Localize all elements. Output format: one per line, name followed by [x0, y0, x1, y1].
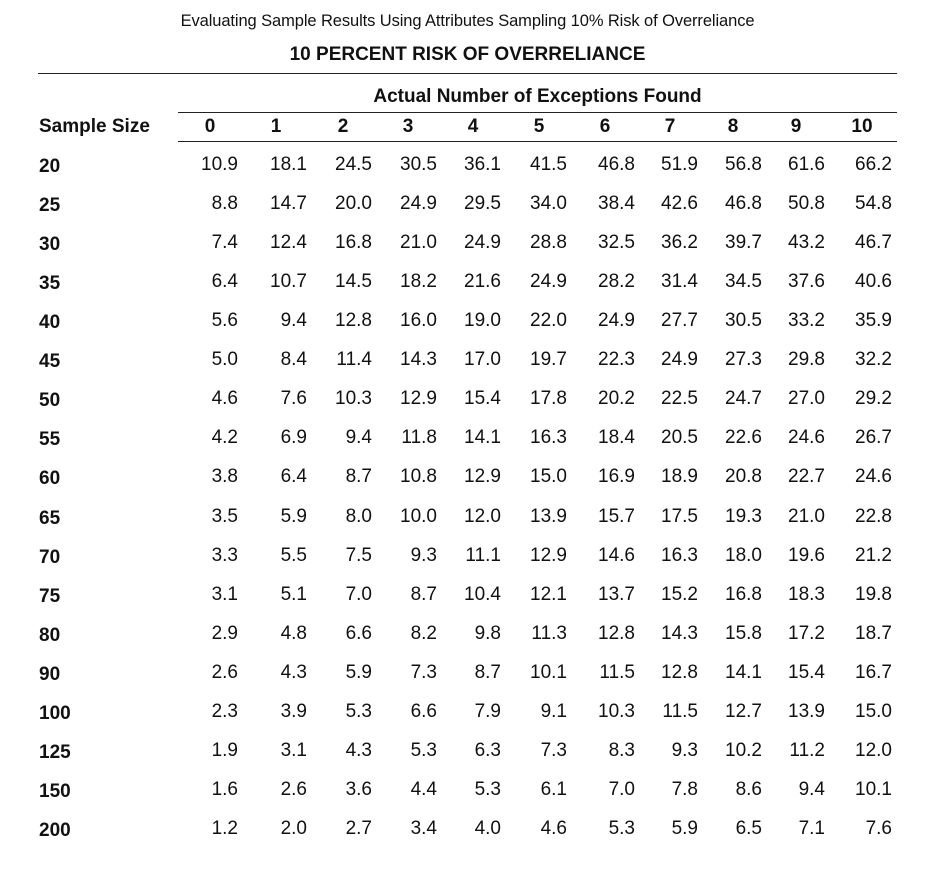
table-cell: 7.0 [608, 779, 635, 800]
table-cell: 2.9 [211, 623, 238, 644]
table-cell: 3.4 [410, 818, 437, 839]
table-cell: 22.8 [855, 506, 892, 527]
table-cell: 19.0 [464, 310, 501, 331]
table-cell: 19.8 [855, 584, 892, 605]
table-cell: 7.0 [345, 584, 372, 605]
table-cell: 16.0 [400, 310, 437, 331]
table-cell: 3.6 [345, 779, 372, 800]
table-cell: 21.6 [464, 271, 501, 292]
table-cell: 8.7 [474, 662, 501, 683]
table-cell: 4.6 [211, 388, 238, 409]
sample-size-90: 90 [39, 664, 61, 685]
table-cell: 14.5 [335, 271, 372, 292]
sample-size-35: 35 [39, 273, 61, 294]
table-cell: 24.5 [335, 154, 372, 175]
sample-size-125: 125 [39, 742, 71, 763]
table-cell: 22.5 [661, 388, 698, 409]
table-cell: 8.7 [410, 584, 437, 605]
table-cell: 17.2 [788, 623, 825, 644]
table-cell: 10.3 [598, 701, 635, 722]
table-cell: 46.8 [598, 154, 635, 175]
table-cell: 11.5 [599, 662, 635, 683]
table-cell: 6.6 [410, 701, 437, 722]
table-cell: 6.9 [280, 427, 307, 448]
table-cell: 24.7 [725, 388, 762, 409]
table-cell: 56.8 [725, 154, 762, 175]
exceptions-group-header: Actual Number of Exceptions Found [373, 86, 702, 107]
table-cell: 10.0 [400, 506, 437, 527]
table-cell: 3.1 [211, 584, 238, 605]
table-cell: 12.1 [530, 584, 567, 605]
sample-size-75: 75 [39, 586, 61, 607]
table-cell: 18.0 [725, 545, 762, 566]
table-cell: 10.8 [400, 466, 437, 487]
top-rule [38, 73, 897, 74]
sample-size-40: 40 [39, 312, 61, 333]
table-cell: 66.2 [855, 154, 892, 175]
table-cell: 7.4 [211, 232, 238, 253]
table-cell: 5.9 [671, 818, 698, 839]
table-cell: 2.7 [345, 818, 372, 839]
table-cell: 5.0 [211, 349, 238, 370]
table-cell: 12.9 [530, 545, 567, 566]
table-cell: 28.8 [530, 232, 567, 253]
table-cell: 10.7 [270, 271, 307, 292]
table-cell: 40.6 [855, 271, 892, 292]
table-cell: 18.1 [270, 154, 307, 175]
table-cell: 6.4 [280, 466, 307, 487]
table-cell: 2.6 [280, 779, 307, 800]
table-cell: 2.6 [211, 662, 238, 683]
table-cell: 14.7 [270, 193, 307, 214]
table-cell: 10.9 [201, 154, 238, 175]
table-cell: 61.6 [788, 154, 825, 175]
table-cell: 32.5 [598, 232, 635, 253]
table-cell: 13.9 [788, 701, 825, 722]
sample-size-header: Sample Size [39, 116, 150, 137]
table-cell: 5.3 [345, 701, 372, 722]
table-cell: 12.8 [598, 623, 635, 644]
table-cell: 19.6 [788, 545, 825, 566]
table-cell: 7.6 [865, 818, 892, 839]
table-cell: 5.3 [608, 818, 635, 839]
column-header-1: 1 [270, 116, 282, 137]
table-cell: 5.5 [280, 545, 307, 566]
table-cell: 29.5 [464, 193, 501, 214]
sample-size-20: 20 [39, 156, 61, 177]
table-cell: 34.5 [725, 271, 762, 292]
table-cell: 1.9 [211, 740, 238, 761]
table-cell: 7.6 [280, 388, 307, 409]
table-cell: 5.3 [410, 740, 437, 761]
table-cell: 1.6 [211, 779, 238, 800]
group-header-rule [178, 112, 897, 113]
table-cell: 4.3 [280, 662, 307, 683]
table-cell: 16.8 [335, 232, 372, 253]
table-cell: 39.7 [725, 232, 762, 253]
table-cell: 27.0 [788, 388, 825, 409]
table-cell: 3.1 [280, 740, 307, 761]
table-cell: 11.3 [531, 623, 567, 644]
column-header-5: 5 [533, 116, 545, 137]
table-cell: 7.5 [345, 545, 372, 566]
column-header-4: 4 [467, 116, 479, 137]
table-cell: 18.9 [661, 466, 698, 487]
table-cell: 16.3 [661, 545, 698, 566]
table-cell: 12.7 [725, 701, 762, 722]
table-cell: 11.2 [789, 740, 825, 761]
table-cell: 30.5 [400, 154, 437, 175]
table-cell: 11.8 [401, 427, 437, 448]
table-cell: 8.0 [345, 506, 372, 527]
table-cell: 18.4 [598, 427, 635, 448]
table-cell: 13.9 [530, 506, 567, 527]
table-cell: 22.3 [598, 349, 635, 370]
table-cell: 15.2 [661, 584, 698, 605]
table-cell: 29.8 [788, 349, 825, 370]
sample-size-45: 45 [39, 351, 61, 372]
table-cell: 4.6 [540, 818, 567, 839]
sample-size-25: 25 [39, 195, 61, 216]
table-cell: 17.0 [464, 349, 501, 370]
table-cell: 26.7 [855, 427, 892, 448]
table-cell: 9.3 [671, 740, 698, 761]
table-cell: 10.4 [464, 584, 501, 605]
table-cell: 12.0 [855, 740, 892, 761]
sample-size-150: 150 [39, 781, 71, 802]
column-header-rule [178, 141, 897, 142]
table-cell: 51.9 [661, 154, 698, 175]
table-cell: 18.7 [855, 623, 892, 644]
table-cell: 12.9 [400, 388, 437, 409]
table-cell: 24.9 [530, 271, 567, 292]
table-cell: 11.1 [465, 545, 501, 566]
table-cell: 3.8 [211, 466, 238, 487]
table-cell: 8.7 [345, 466, 372, 487]
sample-size-60: 60 [39, 468, 61, 489]
sample-size-50: 50 [39, 390, 61, 411]
table-cell: 21.0 [788, 506, 825, 527]
table-cell: 13.7 [598, 584, 635, 605]
table-cell: 8.3 [608, 740, 635, 761]
table-cell: 12.0 [464, 506, 501, 527]
table-cell: 16.3 [530, 427, 567, 448]
table-cell: 9.4 [798, 779, 825, 800]
table-cell: 54.8 [855, 193, 892, 214]
sample-size-200: 200 [39, 820, 71, 841]
table-cell: 14.3 [661, 623, 698, 644]
table-cell: 10.1 [530, 662, 567, 683]
table-cell: 36.2 [661, 232, 698, 253]
table-cell: 5.9 [345, 662, 372, 683]
table-cell: 24.9 [400, 193, 437, 214]
table-cell: 4.2 [211, 427, 238, 448]
table-cell: 6.1 [540, 779, 567, 800]
table-cell: 24.6 [855, 466, 892, 487]
table-cell: 15.4 [788, 662, 825, 683]
table-cell: 30.5 [725, 310, 762, 331]
table-cell: 15.0 [855, 701, 892, 722]
table-cell: 38.4 [598, 193, 635, 214]
table-cell: 46.7 [855, 232, 892, 253]
sample-size-65: 65 [39, 508, 61, 529]
table-cell: 20.5 [661, 427, 698, 448]
table-cell: 18.3 [788, 584, 825, 605]
table-cell: 15.7 [598, 506, 635, 527]
table-cell: 6.6 [345, 623, 372, 644]
table-cell: 24.9 [464, 232, 501, 253]
table-cell: 8.8 [211, 193, 238, 214]
table-cell: 22.0 [530, 310, 567, 331]
table-cell: 8.2 [410, 623, 437, 644]
table-cell: 28.2 [598, 271, 635, 292]
table-cell: 29.2 [855, 388, 892, 409]
sample-size-30: 30 [39, 234, 61, 255]
table-cell: 14.6 [598, 545, 635, 566]
table-cell: 20.2 [598, 388, 635, 409]
table-cell: 27.3 [725, 349, 762, 370]
table-cell: 7.3 [540, 740, 567, 761]
table-cell: 12.8 [335, 310, 372, 331]
table-cell: 11.4 [336, 349, 372, 370]
table-cell: 9.4 [345, 427, 372, 448]
table-cell: 16.7 [855, 662, 892, 683]
column-header-0: 0 [204, 116, 216, 137]
sample-size-70: 70 [39, 547, 61, 568]
table-cell: 5.1 [280, 584, 307, 605]
table-cell: 24.9 [661, 349, 698, 370]
table-cell: 14.1 [725, 662, 762, 683]
table-cell: 8.6 [735, 779, 762, 800]
table-cell: 6.3 [474, 740, 501, 761]
table-cell: 27.7 [661, 310, 698, 331]
table-cell: 1.2 [211, 818, 238, 839]
table-cell: 4.0 [474, 818, 501, 839]
table-cell: 15.4 [464, 388, 501, 409]
column-header-9: 9 [790, 116, 802, 137]
table-cell: 36.1 [464, 154, 501, 175]
table-cell: 41.5 [530, 154, 567, 175]
table-cell: 34.0 [530, 193, 567, 214]
table-cell: 24.9 [598, 310, 635, 331]
table-cell: 17.5 [661, 506, 698, 527]
table-cell: 4.3 [345, 740, 372, 761]
table-cell: 7.9 [474, 701, 501, 722]
table-cell: 7.8 [671, 779, 698, 800]
table-cell: 7.3 [410, 662, 437, 683]
table-cell: 3.9 [280, 701, 307, 722]
table-cell: 33.2 [788, 310, 825, 331]
sample-size-80: 80 [39, 625, 61, 646]
table-cell: 15.8 [725, 623, 762, 644]
table-cell: 21.2 [855, 545, 892, 566]
table-cell: 5.9 [280, 506, 307, 527]
table-cell: 35.9 [855, 310, 892, 331]
table-cell: 37.6 [788, 271, 825, 292]
table-cell: 9.3 [410, 545, 437, 566]
table-cell: 19.3 [725, 506, 762, 527]
column-header-6: 6 [599, 116, 611, 137]
table-cell: 8.4 [280, 349, 307, 370]
table-cell: 12.9 [464, 466, 501, 487]
table-cell: 3.3 [211, 545, 238, 566]
table-cell: 31.4 [661, 271, 698, 292]
table-cell: 50.8 [788, 193, 825, 214]
table-cell: 42.6 [661, 193, 698, 214]
table-cell: 9.8 [474, 623, 501, 644]
table-cell: 46.8 [725, 193, 762, 214]
sample-size-100: 100 [39, 703, 71, 724]
table-cell: 9.1 [540, 701, 567, 722]
table-cell: 6.5 [735, 818, 762, 839]
table-cell: 22.6 [725, 427, 762, 448]
table-cell: 32.2 [855, 349, 892, 370]
column-header-8: 8 [727, 116, 739, 137]
table-cell: 10.3 [335, 388, 372, 409]
table-cell: 22.7 [788, 466, 825, 487]
sample-size-55: 55 [39, 429, 61, 450]
table-cell: 14.1 [464, 427, 501, 448]
table-cell: 2.3 [211, 701, 238, 722]
table-cell: 6.4 [211, 271, 238, 292]
column-header-10: 10 [851, 116, 873, 137]
table-cell: 11.5 [662, 701, 698, 722]
table-cell: 15.0 [530, 466, 567, 487]
table-cell: 4.4 [410, 779, 437, 800]
table-cell: 7.1 [798, 818, 825, 839]
column-header-2: 2 [337, 116, 349, 137]
table-cell: 4.8 [280, 623, 307, 644]
table-cell: 5.3 [474, 779, 501, 800]
table-cell: 2.0 [280, 818, 307, 839]
column-header-7: 7 [664, 116, 676, 137]
table-cell: 16.8 [725, 584, 762, 605]
table-cell: 10.2 [725, 740, 762, 761]
table-cell: 20.0 [335, 193, 372, 214]
table-cell: 10.1 [855, 779, 892, 800]
table-cell: 14.3 [400, 349, 437, 370]
column-header-3: 3 [402, 116, 414, 137]
table-cell: 17.8 [530, 388, 567, 409]
table-cell: 20.8 [725, 466, 762, 487]
table-cell: 12.4 [270, 232, 307, 253]
table-cell: 21.0 [400, 232, 437, 253]
table-cell: 43.2 [788, 232, 825, 253]
table-cell: 19.7 [530, 349, 567, 370]
table-cell: 18.2 [400, 271, 437, 292]
table-caption: Evaluating Sample Results Using Attributes Sampling 10% Risk of Overreliance [180, 12, 755, 30]
table-cell: 12.8 [661, 662, 698, 683]
table-cell: 9.4 [280, 310, 307, 331]
table-cell: 5.6 [211, 310, 238, 331]
table-cell: 16.9 [598, 466, 635, 487]
table-title: 10 PERCENT RISK OF OVERRELIANCE [289, 44, 646, 65]
table-cell: 3.5 [211, 506, 238, 527]
table-cell: 24.6 [788, 427, 825, 448]
